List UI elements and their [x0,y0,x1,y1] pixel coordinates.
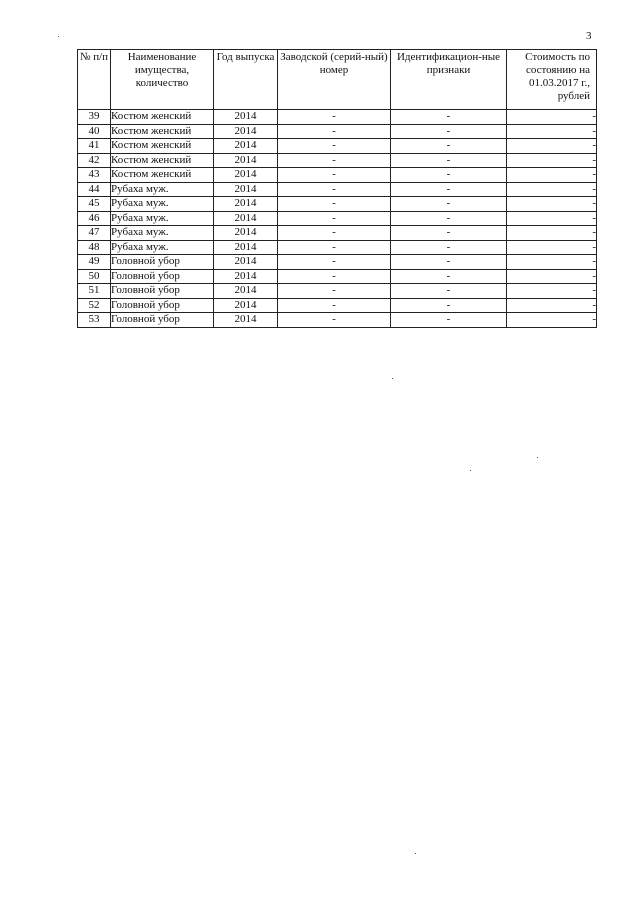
cell-name: Рубаха муж. [111,226,214,241]
cell-ident: - [391,168,507,183]
cell-serial: - [278,110,391,125]
page-number: 3 [586,30,592,42]
cell-name: Рубаха муж. [111,182,214,197]
cell-year: 2014 [214,182,278,197]
cell-name: Головной убор [111,269,214,284]
cell-num: 43 [78,168,111,183]
cell-serial: - [278,226,391,241]
cell-ident: - [391,313,507,328]
cell-name: Головной убор [111,313,214,328]
cell-serial: - [278,298,391,313]
cell-cost: - [507,182,597,197]
table-row [78,139,597,154]
cell-num: 41 [78,139,111,154]
cell-cost: - [507,284,597,299]
cell-ident: - [391,226,507,241]
cell-cost: - [507,139,597,154]
cell-name: Рубаха муж. [111,211,214,226]
table-row [78,153,597,168]
cell-serial: - [278,168,391,183]
cell-name: Головной убор [111,255,214,270]
table-row [78,182,597,197]
cell-num: 48 [78,240,111,255]
cell-name: Костюм женский [111,124,214,139]
cell-serial: - [278,284,391,299]
table-row [78,298,597,313]
cell-num: 47 [78,226,111,241]
scan-speck [415,853,416,854]
cell-name: Костюм женский [111,168,214,183]
cell-ident: - [391,284,507,299]
table-row [78,240,597,255]
cell-cost: - [507,211,597,226]
cell-year: 2014 [214,139,278,154]
cell-cost: - [507,313,597,328]
cell-num: 40 [78,124,111,139]
cell-ident: - [391,240,507,255]
inventory-table [77,49,597,328]
cell-ident: - [391,153,507,168]
cell-year: 2014 [214,255,278,270]
cell-num: 44 [78,182,111,197]
cell-name: Головной убор [111,298,214,313]
cell-name: Костюм женский [111,139,214,154]
cell-serial: - [278,269,391,284]
cell-cost: - [507,124,597,139]
header-serial: Заводской (серий-ный) номер [278,50,391,110]
scan-speck [470,470,471,471]
cell-ident: - [391,139,507,154]
cell-num: 42 [78,153,111,168]
cell-year: 2014 [214,197,278,212]
table-row [78,255,597,270]
cell-year: 2014 [214,240,278,255]
cell-cost: - [507,255,597,270]
cell-serial: - [278,153,391,168]
cell-serial: - [278,197,391,212]
cell-serial: - [278,211,391,226]
cell-year: 2014 [214,269,278,284]
cell-ident: - [391,211,507,226]
cell-num: 53 [78,313,111,328]
cell-year: 2014 [214,284,278,299]
cell-year: 2014 [214,110,278,125]
cell-num: 46 [78,211,111,226]
cell-year: 2014 [214,168,278,183]
cell-ident: - [391,182,507,197]
cell-name: Костюм женский [111,153,214,168]
cell-name: Рубаха муж. [111,197,214,212]
cell-name: Головной убор [111,284,214,299]
header-cost: Стоимость по состоянию на 01.03.2017 г., рублей [507,50,597,110]
cell-year: 2014 [214,226,278,241]
header-ident: Идентификацион-ные признаки [391,50,507,110]
cell-ident: - [391,298,507,313]
table-row [78,284,597,299]
table-header-row [78,50,597,110]
table-row [78,124,597,139]
cell-num: 51 [78,284,111,299]
cell-year: 2014 [214,124,278,139]
cell-num: 45 [78,197,111,212]
cell-cost: - [507,168,597,183]
scan-speck [537,457,538,458]
cell-name: Рубаха муж. [111,240,214,255]
scan-speck [392,378,393,379]
cell-serial: - [278,124,391,139]
scan-speck [58,36,59,37]
table-row [78,269,597,284]
cell-cost: - [507,226,597,241]
cell-cost: - [507,298,597,313]
cell-num: 49 [78,255,111,270]
table-row [78,168,597,183]
cell-year: 2014 [214,298,278,313]
cell-serial: - [278,240,391,255]
cell-year: 2014 [214,313,278,328]
header-num: № п/п [78,50,111,110]
cell-serial: - [278,255,391,270]
header-year: Год выпуска [214,50,278,110]
cell-ident: - [391,255,507,270]
cell-cost: - [507,240,597,255]
cell-num: 52 [78,298,111,313]
cell-cost: - [507,153,597,168]
cell-ident: - [391,124,507,139]
cell-name: Костюм женский [111,110,214,125]
table-body [78,110,597,328]
table-row [78,197,597,212]
cell-serial: - [278,313,391,328]
cell-ident: - [391,269,507,284]
cell-serial: - [278,182,391,197]
cell-ident: - [391,110,507,125]
table-row [78,211,597,226]
header-name: Наименование имущества, количество [111,50,214,110]
cell-year: 2014 [214,153,278,168]
cell-ident: - [391,197,507,212]
table-row [78,226,597,241]
table-row [78,313,597,328]
cell-serial: - [278,139,391,154]
cell-cost: - [507,197,597,212]
cell-num: 50 [78,269,111,284]
table-row [78,110,597,125]
cell-num: 39 [78,110,111,125]
cell-cost: - [507,110,597,125]
cell-cost: - [507,269,597,284]
cell-year: 2014 [214,211,278,226]
